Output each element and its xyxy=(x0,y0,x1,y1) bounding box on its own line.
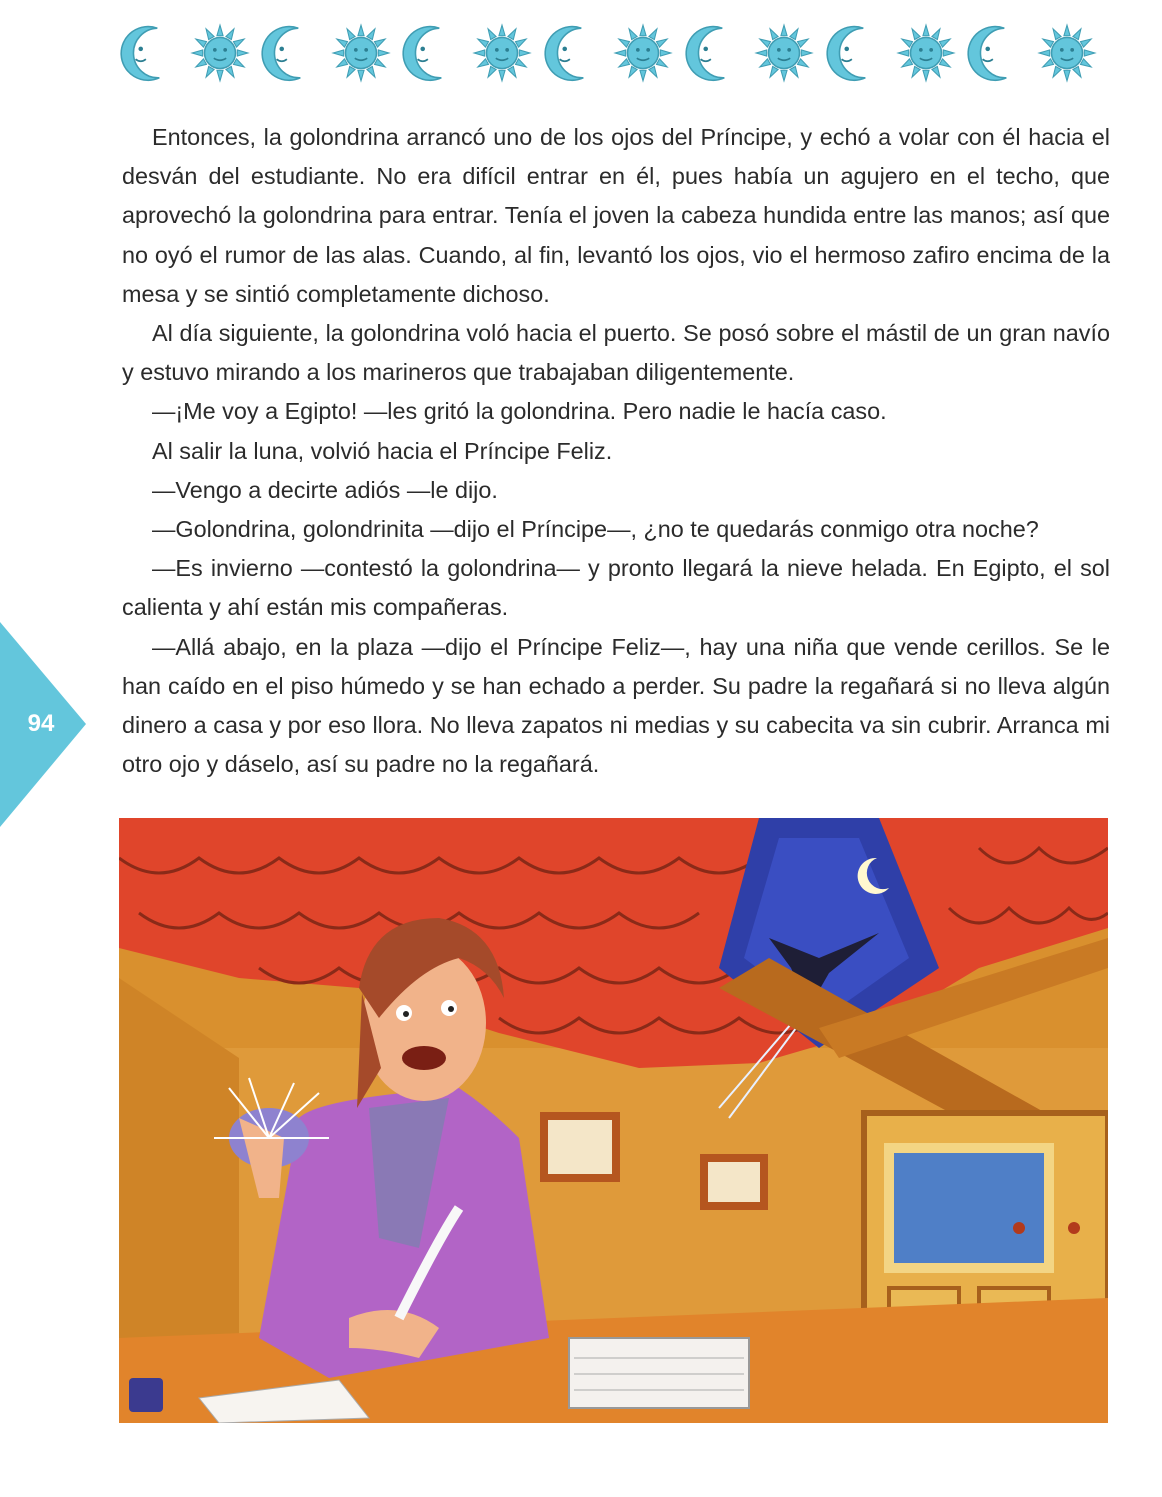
paragraph: Entonces, la golondrina arrancó uno de los ojos del Príncipe, y echó a volar con él hacia el desván del estudiante. No era difícil entrar en él, pues había un agujero en el techo, que aprovechó la golondrina para entrar. Tenía el joven la cabeza hundida entre las manos; así que no oyó el rumor de las alas. Cuando, al fin, levantó los ojos, vio el hermoso zafiro encima de la mesa y se sintió completamente dichoso. xyxy=(122,124,1110,307)
paragraph: —Vengo a decirte adiós —le dijo. xyxy=(152,476,498,503)
sun-icon xyxy=(330,22,392,84)
sun-icon xyxy=(471,22,533,84)
moon-icon xyxy=(824,22,886,84)
attic-scene-image xyxy=(119,818,1108,1423)
paragraph: Al salir la luna, volvió hacia el Príncipe Feliz. xyxy=(152,437,613,464)
sun-icon xyxy=(189,22,251,84)
sun-icon xyxy=(895,22,957,84)
sun-icon xyxy=(1036,22,1098,84)
paragraph: Al día siguiente, la golondrina voló hacia el puerto. Se posó sobre el mástil de un gran navío y estuvo mirando a los marineros que trabajaban diligentemente. xyxy=(122,320,1110,386)
paragraph: —¡Me voy a Egipto! —les gritó la golondrina. Pero nadie le hacía caso. xyxy=(152,398,887,425)
sun-icon xyxy=(612,22,674,84)
moon-icon xyxy=(400,22,462,84)
moon-icon xyxy=(683,22,745,84)
story-illustration xyxy=(119,818,1108,1423)
paragraph: —Allá abajo, en la plaza —dijo el Príncipe Feliz—, hay una niña que vende cerillos. Se le han caído en el piso húmedo y se han echado a perder. Su padre la regañará si no lleva algún dinero a casa y por eso llora. No lleva zapatos ni medias y su cabecita va sin cubrir. Arranca mi otro ojo y dáselo, así su padre no la regañará. xyxy=(122,633,1110,778)
story-text xyxy=(122,118,1110,784)
moon-icon xyxy=(259,22,321,84)
moon-icon xyxy=(542,22,604,84)
moon-icon xyxy=(965,22,1027,84)
moon-icon xyxy=(118,22,180,84)
page-number-tab xyxy=(0,622,86,827)
decorative-border xyxy=(118,18,1098,88)
sun-icon xyxy=(753,22,815,84)
paragraph: —Es invierno —contestó la golondrina— y pronto llegará la nieve helada. En Egipto, el sol calienta y ahí están mis compañeras. xyxy=(122,555,1110,621)
page-number: 94 xyxy=(27,710,55,737)
paragraph: —Golondrina, golondrinita —dijo el Príncipe—, ¿no te quedarás conmigo otra noche? xyxy=(152,516,1039,543)
